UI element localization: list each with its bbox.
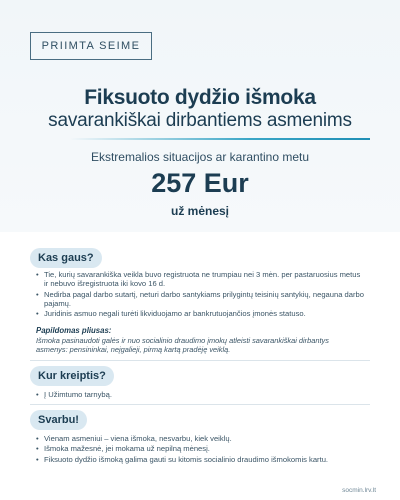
list-item: • Nedirba pagal darbo sutartį, neturi darbo santykiams prilygintų teisinių santykių, negauna darbo pajamų.: [36, 290, 366, 309]
who-list: [36, 270, 366, 319]
page-title: Fiksuoto dydžio išmoka: [84, 86, 316, 109]
where-list: [36, 390, 366, 400]
list-item: • Vienam asmeniui – viena išmoka, nesvarbu, kiek veiklų.: [36, 434, 366, 443]
list-item: • Tie, kurių savarankiška veikla buvo registruota ne trumpiau nei 3 mėn. per pastaruosius metus ir nebuvo išregistruota iki kovo 16 d.: [36, 270, 366, 289]
footer-url: socmin.lrv.lt: [342, 487, 376, 494]
amount-period: už mėnesį: [170, 204, 230, 218]
page-title-secondary: savarankiškai dirbantiems asmenims: [48, 110, 352, 131]
divider: [30, 360, 370, 361]
important-list: [36, 434, 366, 465]
bonus-title: Papildomas pliusas:: [36, 326, 112, 335]
list-item: • Juridinis asmuo negali turėti likviduojamo ar bankrutuojančios įmonės statuso.: [36, 309, 366, 318]
list-item: • Išmoka mažesnė, jei mokama už nepilną mėnesį.: [36, 444, 366, 453]
section-label-important: Svarbu!: [30, 410, 87, 430]
benefit-amount: 257 Eur: [151, 168, 249, 198]
bonus-text: Išmoka pasinaudoti galės ir nuo socialinio draudimo įmokų atleisti savarankiškai dirbantys asmenys: pensininkai, neįgalieji, pirmą kartą pradėję veiklą.: [36, 336, 329, 355]
list-item: • Fiksuoto dydžio išmoką galima gauti su kitomis socialinio draudimo išmokomis kartu.: [36, 455, 366, 464]
list-item: • Į Užimtumo tarnybą.: [36, 390, 366, 399]
adopted-badge: PRIIMTA SEIME: [30, 32, 152, 60]
title-accent-line: [70, 138, 370, 140]
divider: [30, 404, 370, 405]
section-label-where: Kur kreiptis?: [30, 366, 114, 386]
section-label-who: Kas gaus?: [30, 248, 102, 268]
subtitle: Ekstremalios situacijos ar karantino metu: [90, 150, 310, 164]
